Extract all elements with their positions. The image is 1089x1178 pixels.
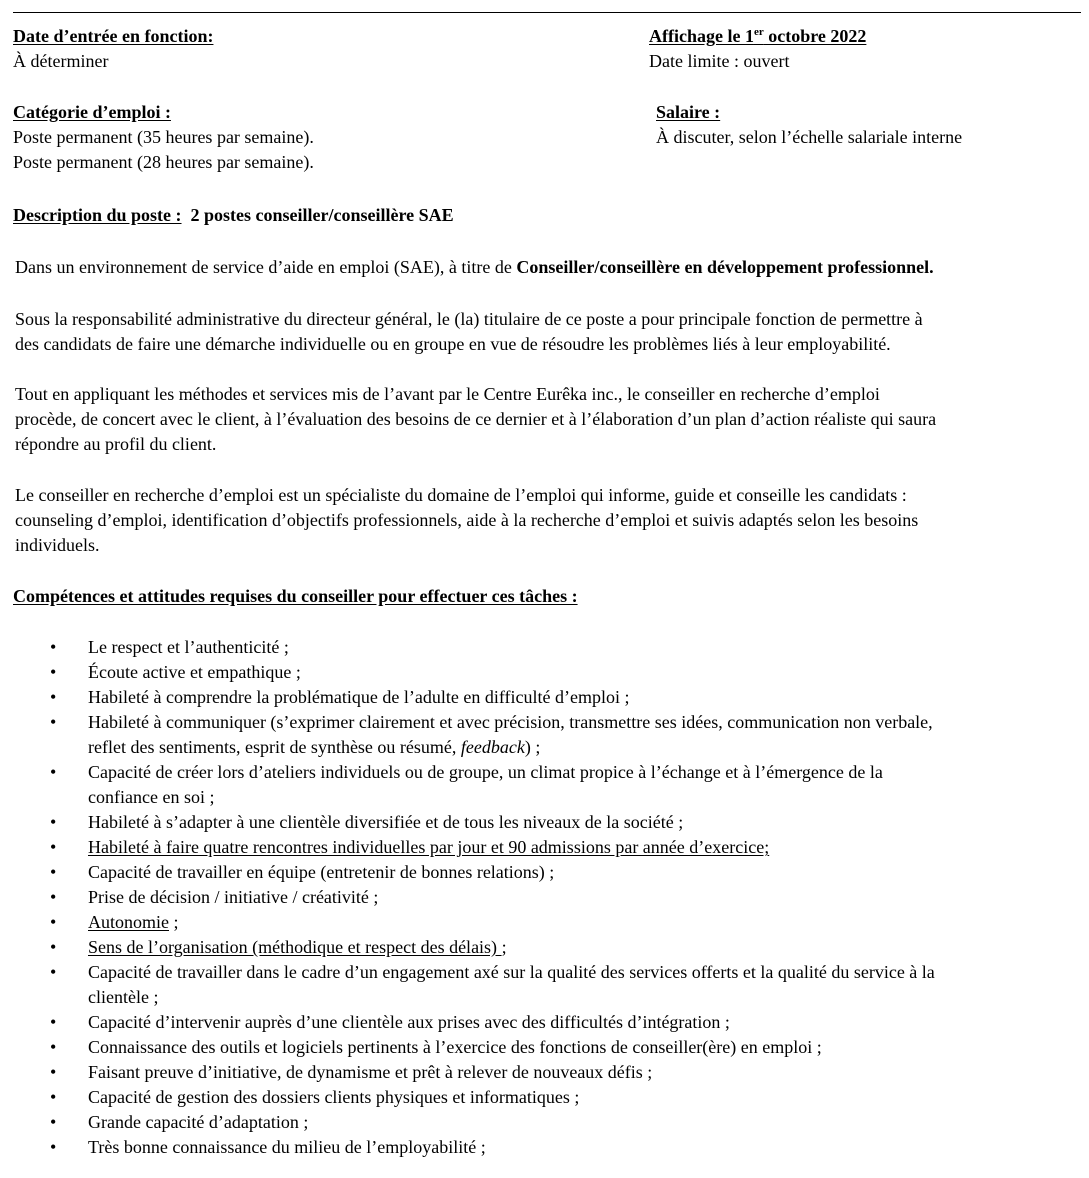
- list-item: • Habileté à communiquer (s’exprimer clairement et avec précision, transmettre ses idées, communication non verbale, reflet des sentiments, esprit de synthèse ou résumé, feedback) ;: [50, 712, 933, 757]
- posting-date-label: Affichage le 1er octobre 2022: [649, 26, 867, 46]
- paragraph-2: Sous la responsabilité administrative du directeur général, le (la) titulaire de ce poste a pour principale fonction de permettre à des candidats de faire une démarche individuelle ou en groupe en vue de résoudre les problèmes liés à leur employabilité.: [15, 309, 923, 354]
- list-item: • Habileté à faire quatre rencontres individuelles par jour et 90 admissions par année d’exercice;: [50, 837, 770, 857]
- paragraph-3: Tout en appliquant les méthodes et services mis de l’avant par le Centre Eurêka inc., le conseiller en recherche d’emploi procède, de concert avec le client, à l’évaluation des besoins de ce dernier et à l’élaboration d’un plan d’action réaliste qui saura répondre au profil du client.: [15, 384, 937, 454]
- deadline-text: Date limite : ouvert: [649, 51, 790, 71]
- category-label: Catégorie d’emploi :: [13, 102, 171, 122]
- skills-list: [0, 635, 1089, 1160]
- salary-label: Salaire :: [656, 102, 721, 122]
- list-item: • Capacité d’intervenir auprès d’une clientèle aux prises avec des difficultés d’intégration ;: [50, 1012, 730, 1032]
- description-label: Description du poste :: [13, 205, 182, 225]
- list-item: • Autonomie ;: [50, 912, 179, 932]
- description-title: 2 postes conseiller/conseillère SAE: [190, 205, 454, 225]
- list-item: • Habileté à s’adapter à une clientèle diversifiée et de tous les niveaux de la société ;: [50, 812, 684, 832]
- top-rule: [13, 12, 1081, 13]
- paragraph-4: Le conseiller en recherche d’emploi est un spécialiste du domaine de l’emploi qui informe, guide et conseille les candidats : counseling d’emploi, identification d’objectifs professionnels, aide à la recherche d’emploi et suivis adaptés selon les besoins individuels.: [15, 485, 919, 555]
- list-item: • Faisant preuve d’initiative, de dynamisme et prêt à relever de nouveaux défis ;: [50, 1062, 653, 1082]
- start-date-label: Date d’entrée en fonction:: [13, 26, 214, 46]
- list-item: • Très bonne connaissance du milieu de l’employabilité ;: [50, 1137, 486, 1157]
- list-item: • Le respect et l’authenticité ;: [50, 637, 289, 657]
- start-date-value: À déterminer: [13, 51, 109, 71]
- list-item: • Écoute active et empathique ;: [50, 662, 301, 682]
- list-item: • Capacité de créer lors d’ateliers individuels ou de groupe, un climat propice à l’échange et à l’émergence de la confiance en soi ;: [50, 762, 883, 807]
- description-heading: [13, 203, 454, 228]
- list-item: • Grande capacité d’adaptation ;: [50, 1112, 309, 1132]
- salary-value: À discuter, selon l’échelle salariale interne: [656, 127, 963, 147]
- list-item: • Prise de décision / initiative / créativité ;: [50, 887, 379, 907]
- paragraph-1: Dans un environnement de service d’aide en emploi (SAE), à titre de Conseiller/conseillère en développement professionnel.: [15, 257, 934, 277]
- skills-heading: Compétences et attitudes requises du conseiller pour effectuer ces tâches :: [13, 586, 578, 606]
- category-line-2: Poste permanent (28 heures par semaine).: [13, 152, 314, 172]
- list-item: • Habileté à comprendre la problématique de l’adulte en difficulté d’emploi ;: [50, 687, 630, 707]
- list-item: • Capacité de gestion des dossiers clients physiques et informatiques ;: [50, 1087, 580, 1107]
- list-item: • Sens de l’organisation (méthodique et respect des délais) ;: [50, 937, 507, 957]
- list-item: • Capacité de travailler en équipe (entretenir de bonnes relations) ;: [50, 862, 555, 882]
- list-item: • Capacité de travailler dans le cadre d’un engagement axé sur la qualité des services offerts et la qualité du service à la clientèle ;: [50, 962, 935, 1007]
- list-item: • Connaissance des outils et logiciels pertinents à l’exercice des fonctions de conseiller(ère) en emploi ;: [50, 1037, 822, 1057]
- category-line-1: Poste permanent (35 heures par semaine).: [13, 127, 314, 147]
